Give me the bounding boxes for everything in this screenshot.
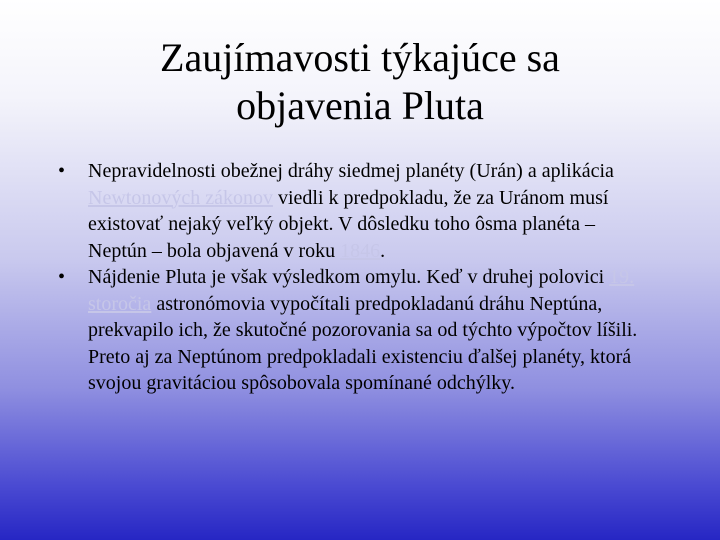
link-newton-laws[interactable]: Newtonových zákonov	[88, 186, 273, 209]
link-year-1846[interactable]: 1846	[340, 239, 381, 262]
bullet-list	[58, 158, 658, 397]
bullet-icon: •	[58, 160, 66, 182]
link-19th-century[interactable]: 19. storočia	[88, 266, 635, 315]
title-line-1: Zaujímavosti týkajúce sa	[160, 35, 560, 80]
paragraph-text: astronómovia vypočítali predpokladanú dráhu Neptúna, prekvapilo ich, že skutočné pozorovania sa od týchto výpočtov líšili. Preto aj za Neptúnom predpokladali existenciu ďalšej planéty, ktorá svojou gravitáciou spôsobovala spomínané odchýlky.	[88, 292, 638, 394]
bullet-item-uranus-neptune	[58, 158, 658, 264]
bullet-icon: •	[58, 266, 66, 288]
bullet-item-pluto-discovery	[58, 264, 658, 397]
title-line-2: objavenia Pluta	[236, 83, 484, 128]
paragraph-text: viedli k predpokladu, že za Uránom musí existovať nejaký veľký objekt. V dôsledku toho ôsma planéta – Neptún – bola objavená v roku	[88, 186, 609, 262]
slide-title	[60, 34, 660, 130]
paragraph-text: .	[380, 239, 386, 262]
paragraph-text: Nepravidelnosti obežnej dráhy siedmej planéty (Urán) a aplikácia	[88, 160, 614, 182]
paragraph-text: Nájdenie Pluta je však výsledkom omylu. Keď v druhej polovici	[88, 266, 610, 288]
